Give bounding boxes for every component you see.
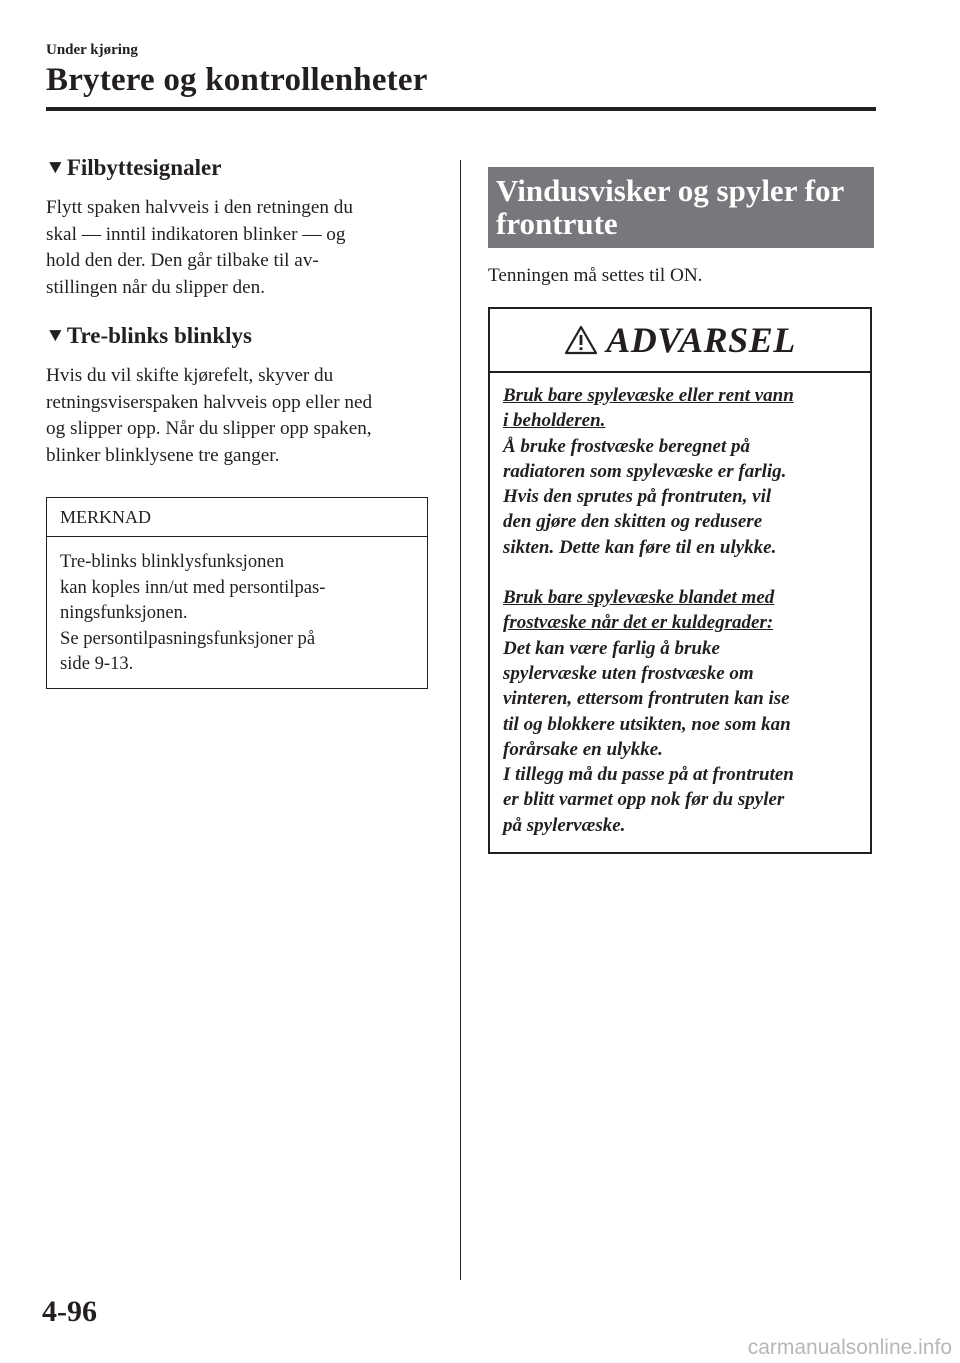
text-line: I tillegg må du passe på at frontruten — [503, 764, 794, 786]
text-line: er blitt varmet opp nok før du spyler — [503, 789, 785, 811]
text-line: Hvis den sprutes på frontruten, vil — [503, 486, 772, 508]
text-line: i beholderen. — [503, 410, 606, 432]
text-line: Flytt spaken halvveis i den retningen du — [46, 197, 353, 218]
subheading-text: Tre-blinks blinklys — [66, 323, 252, 348]
text-line: den gjøre den skitten og redusere — [503, 511, 763, 533]
text-line: frostvæske når det er kuldegrader: — [503, 612, 774, 634]
right-column — [488, 167, 874, 854]
warning-box — [488, 307, 872, 854]
paragraph-filbyttesignaler — [46, 195, 431, 301]
warning-heading-2 — [503, 585, 856, 636]
page-title: Brytere og kontrollenheter — [46, 62, 428, 98]
text-line: vinteren, ettersom frontruten kan ise — [503, 688, 790, 710]
note-label: MERKNAD — [47, 498, 427, 537]
text-line: blinker blinklysene tre ganger. — [46, 444, 280, 466]
triangle-down-icon: ▼ — [45, 325, 66, 346]
warning-header — [490, 309, 870, 373]
text-line: forårsake en ulykke. — [503, 738, 663, 760]
title-line: Vindusvisker og spyler for — [496, 173, 845, 208]
watermark: carmanualsonline.info — [747, 1336, 952, 1359]
warning-triangle-icon — [564, 325, 598, 355]
page-number: 4-96 — [42, 1295, 97, 1328]
text-line: Det kan være farlig å bruke — [503, 637, 720, 659]
text-line: spylervæske uten frostvæske om — [503, 662, 754, 684]
warning-label: ADVARSEL — [606, 320, 796, 360]
title-line: frontrute — [496, 206, 618, 241]
triangle-down-icon: ▼ — [45, 157, 66, 178]
header-rule — [46, 107, 876, 111]
text-line: og slipper opp. Når du slipper opp spaken, — [46, 418, 372, 439]
text-line: hold den der. Den går tilbake til av- — [46, 250, 319, 271]
text-line: radiatoren som spylevæske er farlig. — [503, 460, 787, 482]
text-line: stillingen når du slipper den. — [46, 276, 266, 298]
subheading-tre-blinks — [46, 323, 431, 349]
subheading-text: Filbyttesignaler — [66, 155, 222, 180]
paragraph-tre-blinks — [46, 363, 431, 469]
text-line: på spylervæske. — [503, 814, 626, 836]
text-line: kan koples inn/ut med persontilpas- — [60, 576, 326, 598]
text-line: Bruk bare spylevæske eller rent vann — [503, 385, 794, 406]
section-title-bar — [488, 167, 874, 248]
left-column — [46, 155, 431, 689]
subheading-filbyttesignaler — [46, 155, 431, 181]
warning-body — [490, 373, 870, 852]
section-label: Under kjøring — [46, 42, 138, 58]
text-line: til og blokkere utsikten, noe som kan — [503, 713, 791, 735]
text-line: sikten. Dette kan føre til en ulykke. — [503, 536, 777, 558]
text-line: Se persontilpasningsfunksjoner på — [60, 627, 316, 649]
text-line: Å bruke frostvæske beregnet på — [503, 435, 750, 457]
text-line: side 9-13. — [60, 653, 134, 674]
warning-heading-1 — [503, 383, 856, 434]
text-line: skal ― inntil indikatoren blinker ― og — [46, 223, 346, 245]
text-line: retningsviserspaken halvveis opp eller ned — [46, 391, 373, 413]
note-body — [47, 537, 427, 688]
text-line: Tre-blinks blinklysfunksjonen — [60, 551, 284, 572]
warning-text-2 — [503, 636, 856, 838]
text-line: Bruk bare spylevæske blandet med — [503, 587, 775, 609]
text-line: Hvis du vil skifte kjørefelt, skyver du — [46, 365, 334, 386]
column-divider — [460, 160, 461, 1280]
intro-text: Tenningen må settes til ON. — [488, 265, 703, 286]
warning-text-1 — [503, 434, 856, 560]
note-box — [46, 497, 428, 689]
text-line: ningsfunksjonen. — [60, 602, 188, 623]
